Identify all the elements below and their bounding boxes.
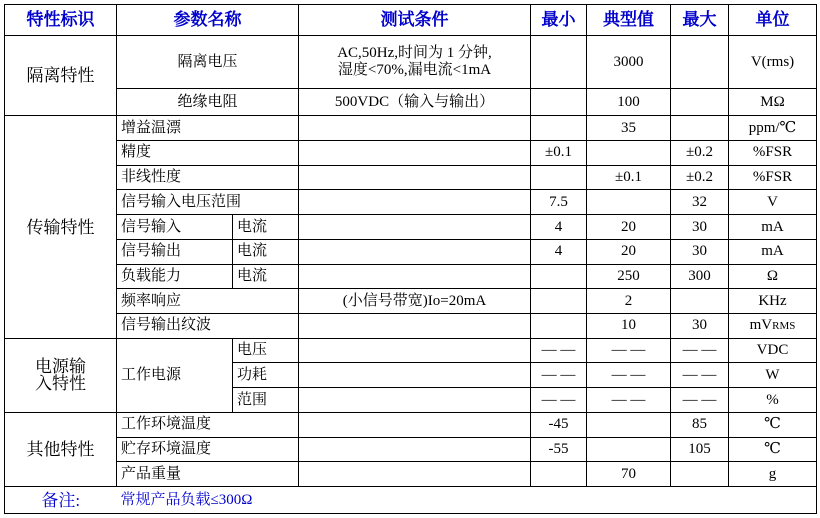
unit-value: % <box>729 388 817 413</box>
test-condition <box>299 412 531 437</box>
max-value: ±0.2 <box>671 140 729 165</box>
test-condition <box>299 264 531 289</box>
test-condition <box>299 314 531 339</box>
header-typ: 典型值 <box>587 5 671 36</box>
max-value: — — <box>671 338 729 363</box>
typ-value: 100 <box>587 89 671 116</box>
max-value: — — <box>671 363 729 388</box>
param-name: 隔离电压 <box>117 35 299 89</box>
table-row <box>5 140 817 165</box>
param-subname: 范围 <box>233 388 299 413</box>
min-value <box>531 289 587 314</box>
header-unit: 单位 <box>729 5 817 36</box>
max-value <box>671 289 729 314</box>
table-row <box>5 35 817 89</box>
unit-value: mVRMS <box>729 314 817 339</box>
table-row <box>5 116 817 141</box>
test-condition <box>299 140 531 165</box>
test-condition <box>299 363 531 388</box>
header-max: 最大 <box>671 5 729 36</box>
param-subname: 电流 <box>233 239 299 264</box>
table-row <box>5 89 817 116</box>
test-condition <box>299 190 531 215</box>
unit-value: ℃ <box>729 437 817 462</box>
unit-value: ppm/℃ <box>729 116 817 141</box>
test-condition <box>299 165 531 190</box>
max-value: 300 <box>671 264 729 289</box>
min-value: 7.5 <box>531 190 587 215</box>
test-condition <box>299 116 531 141</box>
header-param: 参数名称 <box>117 5 299 36</box>
min-value: — — <box>531 363 587 388</box>
min-value <box>531 314 587 339</box>
unit-value: mA <box>729 215 817 240</box>
typ-value: 250 <box>587 264 671 289</box>
max-value: 30 <box>671 239 729 264</box>
spec-table <box>4 4 817 514</box>
typ-value: 70 <box>587 462 671 487</box>
unit-value: %FSR <box>729 140 817 165</box>
min-value: — — <box>531 388 587 413</box>
param-name: 非线性度 <box>117 165 299 190</box>
unit-value: V <box>729 190 817 215</box>
param-subname: 功耗 <box>233 363 299 388</box>
param-name: 绝缘电阻 <box>117 89 299 116</box>
min-value <box>531 165 587 190</box>
group-label: 隔离特性 <box>5 35 117 115</box>
min-value: 4 <box>531 239 587 264</box>
unit-value: %FSR <box>729 165 817 190</box>
header-group: 特性标识 <box>5 5 117 36</box>
test-condition <box>299 215 531 240</box>
typ-value: 2 <box>587 289 671 314</box>
typ-value: 3000 <box>587 35 671 89</box>
max-value: ±0.2 <box>671 165 729 190</box>
unit-value: g <box>729 462 817 487</box>
max-value: 105 <box>671 437 729 462</box>
min-value <box>531 35 587 89</box>
header-cond: 测试条件 <box>299 5 531 36</box>
typ-value: 10 <box>587 314 671 339</box>
typ-value: 35 <box>587 116 671 141</box>
typ-value <box>587 412 671 437</box>
group-label: 其他特性 <box>5 412 117 486</box>
min-value <box>531 264 587 289</box>
param-name: 工作电源 <box>117 338 233 412</box>
test-condition <box>299 462 531 487</box>
max-value: 85 <box>671 412 729 437</box>
min-value <box>531 462 587 487</box>
param-name: 负载能力 <box>117 264 233 289</box>
min-value <box>531 89 587 116</box>
unit-value: mA <box>729 239 817 264</box>
unit-value: W <box>729 363 817 388</box>
typ-value: 20 <box>587 215 671 240</box>
typ-value: — — <box>587 338 671 363</box>
unit-value: Ω <box>729 264 817 289</box>
unit-value: VDC <box>729 338 817 363</box>
test-condition <box>299 338 531 363</box>
max-value: — — <box>671 388 729 413</box>
table-row <box>5 215 817 240</box>
param-subname: 电压 <box>233 338 299 363</box>
test-condition: AC,50Hz,时间为 1 分钟, 湿度<70%,漏电流<1mA <box>299 35 531 89</box>
max-value: 30 <box>671 314 729 339</box>
table-row <box>5 412 817 437</box>
unit-value: KHz <box>729 289 817 314</box>
param-name: 信号输出纹波 <box>117 314 299 339</box>
typ-value <box>587 437 671 462</box>
min-value: ±0.1 <box>531 140 587 165</box>
table-row <box>5 289 817 314</box>
typ-value <box>587 190 671 215</box>
test-condition <box>299 388 531 413</box>
table-row <box>5 264 817 289</box>
param-subname: 电流 <box>233 215 299 240</box>
param-name: 信号输出 <box>117 239 233 264</box>
note-label: 备注: <box>5 487 117 514</box>
table-row <box>5 239 817 264</box>
min-value <box>531 116 587 141</box>
header-min: 最小 <box>531 5 587 36</box>
param-name: 频率响应 <box>117 289 299 314</box>
min-value: 4 <box>531 215 587 240</box>
param-name: 贮存环境温度 <box>117 437 299 462</box>
param-name: 工作环境温度 <box>117 412 299 437</box>
param-name: 精度 <box>117 140 299 165</box>
param-subname: 电流 <box>233 264 299 289</box>
unit-value: ℃ <box>729 412 817 437</box>
max-value <box>671 116 729 141</box>
test-condition: (小信号带宽)Io=20mA <box>299 289 531 314</box>
typ-value: — — <box>587 388 671 413</box>
typ-value <box>587 140 671 165</box>
table-row <box>5 165 817 190</box>
max-value <box>671 35 729 89</box>
typ-value: ±0.1 <box>587 165 671 190</box>
test-condition: 500VDC（输入与输出） <box>299 89 531 116</box>
unit-value: V(rms) <box>729 35 817 89</box>
table-row <box>5 437 817 462</box>
min-value: — — <box>531 338 587 363</box>
max-value <box>671 462 729 487</box>
max-value <box>671 89 729 116</box>
param-name: 信号输入电压范围 <box>117 190 299 215</box>
table-row <box>5 338 817 363</box>
min-value: -45 <box>531 412 587 437</box>
typ-value: 20 <box>587 239 671 264</box>
table-row <box>5 314 817 339</box>
min-value: -55 <box>531 437 587 462</box>
param-name: 信号输入 <box>117 215 233 240</box>
max-value: 32 <box>671 190 729 215</box>
table-row <box>5 190 817 215</box>
test-condition <box>299 437 531 462</box>
test-condition <box>299 239 531 264</box>
group-label: 电源输 入特性 <box>5 338 117 412</box>
max-value: 30 <box>671 215 729 240</box>
unit-value: MΩ <box>729 89 817 116</box>
typ-value: — — <box>587 363 671 388</box>
table-row <box>5 462 817 487</box>
group-label: 传输特性 <box>5 116 117 338</box>
header-row <box>5 5 817 36</box>
note-row <box>5 487 817 514</box>
param-name: 增益温漂 <box>117 116 299 141</box>
note-text: 常规产品负载≤300Ω <box>117 487 817 514</box>
param-name: 产品重量 <box>117 462 299 487</box>
